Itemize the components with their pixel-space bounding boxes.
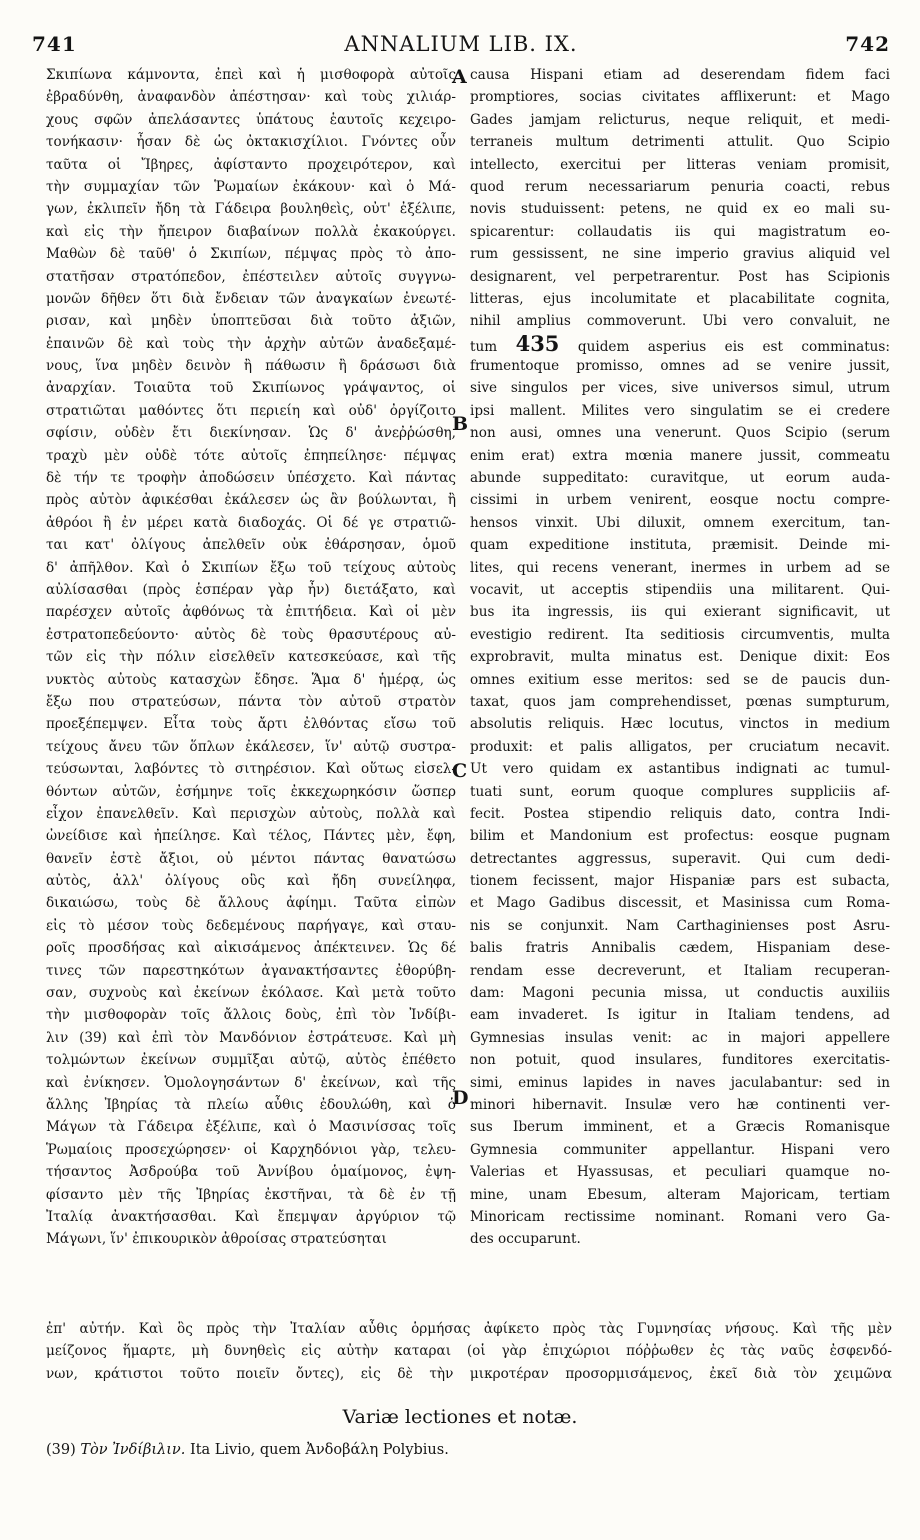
greek-line: προεξέπεμψεν. Εἶτα τοὺς ἄρτι ἐλθόντας εἴσω τοῦ <box>46 716 456 733</box>
latin-line: nis se conjunxit. Nam Carthaginienses post Asru- <box>470 917 890 934</box>
latin-line: des occuparunt. <box>470 1231 581 1248</box>
latin-line: minori hibernavit. Insulæ vero hæ continenti ver- <box>470 1096 890 1113</box>
greek-line: ἐπαινῶν δὲ καὶ τοὺς τὴν ἀρχὴν αὐτῶν ἀναδεξαμέ- <box>46 335 456 352</box>
greek-line: τήσαντος Ἀσδρούβα τοῦ Ἀννίβου ὁμαίμονος, ἐψη- <box>46 1164 456 1181</box>
greek-line: ἔξω που στρατεύσων, πάντα τὸν αὐτοῦ στρατὸν <box>46 693 456 710</box>
footnote-number: (39) <box>46 1442 76 1458</box>
latin-line: Gymnesias insulas venit: ac in majori appellere <box>470 1029 890 1046</box>
footnote <box>46 1442 449 1458</box>
greek-line: ἄλλης Ἰβηρίας τὰ πλείω αὖθις ἐδουλώθη, καὶ ὁ <box>46 1096 456 1113</box>
greek-line: τεύσωνται, λαβόντες τὸ σιτηρέσιον. Καὶ οὕτως εἰσελ- <box>46 761 456 778</box>
latin-line: non potuit, quod insulares, funditores exercitatis- <box>470 1052 890 1069</box>
latin-line: bus ita ingressis, iis qui exierant significavit, ut <box>470 604 890 621</box>
greek-line: τὴν μισθοφορὰν τοῖς ἄλλοις δοὺς, ἐπὶ τὸν Ἰνδίβι- <box>46 1007 456 1024</box>
greek-line: τῶν εἰς τὴν πόλιν εἰσελθεῖν κατεσκεύασε, καὶ τῆς <box>46 649 456 666</box>
greek-line: αὐτὸς, ἀλλ' ὀλίγους οὓς καὶ ἤδη συνείληφα, <box>46 873 456 890</box>
greek-line: θόντων αὐτῶν, ἐσήμηνε τοῖς ἐκκεχωρηκόσιν ὥσπερ <box>46 783 456 800</box>
page-header <box>32 32 890 62</box>
latin-line: novis studuissent: petens, ne quid ex eo mali su- <box>470 201 890 218</box>
greek-column <box>46 64 456 1251</box>
latin-line-text: quidem asperius eis est comminatus: <box>577 338 890 355</box>
latin-line: terraneis multum detrimenti attulit. Quo Scipio <box>470 134 890 151</box>
margin-letter-b: B <box>452 413 469 435</box>
latin-line: sus Iberum imminent, et a Græcis Romanisque <box>470 1119 890 1136</box>
latin-line: frumentoque promisso, omnes ad se venire jussit, <box>470 358 890 375</box>
greek-line: στατῆσαν στρατόπεδον, ἐπέστειλεν αὐτοῖς συγγνω- <box>46 268 456 285</box>
greek-line: νους, ἵνα μηδὲν δεινὸν ἢ πάθωσιν ἢ δράσωσι διὰ <box>46 358 456 375</box>
greek-line: δ' ἀπῆλθον. Καὶ ὁ Σκιπίων ἔξω τοῦ τείχους αὐτοὺς <box>46 559 456 576</box>
notes-heading: Variæ lectiones et notæ. <box>342 1406 578 1428</box>
footnote-text: Ita Livio, quem Ἀνδοβάλη Polybius. <box>189 1442 449 1458</box>
latin-line: non ausi, omnes una venerunt. Quos Scipio (serum <box>470 425 890 442</box>
latin-line: intellecto, exercitui per litteras veniam promisit, <box>470 156 890 173</box>
greek-line: Μαθὼν δὲ ταῦθ' ὁ Σκιπίων, πέμψας πρὸς τὸ ἀπο- <box>46 246 456 263</box>
latin-line: ipsi mallent. Milites vero singulatim se ei credere <box>470 402 890 419</box>
greek-line: χους σφῶν ἀπελάσαντες ὑπάτους ἑαυτοῖς κεχειρο- <box>46 111 456 128</box>
full-line: νων, κράτιστοι τοῦτο ποιεῖν ὄντες), εἰς δὲ τὴν μικροτέραν προσορμισάμενος, ἐκεῖ διὰ τὸν χειμῶνα <box>46 1365 892 1382</box>
latin-line: lites, qui recens venerant, inermes in urbem ad se <box>470 559 890 576</box>
greek-line: τονήκασιν· ἦσαν δὲ ὡς ὀκτακισχίλιοι. Γνόντες οὖν <box>46 134 456 151</box>
greek-line: αὐλίσασθαι (πρὸς ἑσπέραν γὰρ ἦν) διετάξατο, καὶ <box>46 581 456 598</box>
latin-line: simi, eminus lapides in naves jaculabantur: sed in <box>470 1074 890 1091</box>
greek-line: θανεῖν ἐστὲ ἄξιοι, οὐ μέντοι πάντας θανατώσω <box>46 850 456 867</box>
latin-line <box>470 333 890 355</box>
greek-line: σφίσιν, οὐδὲν ἔτι διεκίνησαν. Ὡς δ' ἀνεῤῥώσθη, <box>46 425 456 442</box>
greek-line: σαν, συχνοὺς καὶ ἐκείνων ἐκόλασε. Καὶ μετὰ τοῦτο <box>46 985 456 1002</box>
full-width-text <box>46 1318 892 1385</box>
greek-line: εἶχον ἐπανελθεῖν. Καὶ περισχὼν αὐτοὺς, πολλὰ καὶ <box>46 805 456 822</box>
latin-line: quam expeditione instituta, præmisit. Deinde mi- <box>470 537 890 554</box>
greek-line: εἰς τὸ μέσον τοὺς δεδεμένους παρήγαγε, καὶ σταυ- <box>46 917 456 934</box>
latin-line: exprobravit, multa minatus est. Denique dixit: Eos <box>470 649 890 666</box>
latin-line: promptiores, socias civitates afflixerunt: et Mago <box>470 89 890 106</box>
original-page-number: 435 <box>515 332 560 356</box>
latin-line: et Mago Gadibus discessit, et Masinissa cum Roma- <box>470 895 890 912</box>
left-page-number: 741 <box>32 32 77 56</box>
greek-line: Μάγων τὰ Γάδειρα ἐξέλιπε, καὶ ὁ Μασινίσσας τοῖς <box>46 1119 456 1136</box>
greek-line: Ἰταλίᾳ ἀνακτήσασθαι. Καὶ ἔπεμψαν ἀργύριον τῷ <box>46 1208 456 1225</box>
greek-line: Ῥωμαίοις προσεχώρησεν· οἱ Καρχηδόνιοι γὰρ, τελευ- <box>46 1141 456 1158</box>
latin-line: enim erat) extra mœnia manere jussit, commeatu <box>470 447 890 464</box>
latin-line: eam invaderet. Is igitur in Italiam tendens, ad <box>470 1007 890 1024</box>
greek-line: ταῦτα οἱ Ἴβηρες, ἀφίσταντο προχειρότερον, καὶ <box>46 156 456 173</box>
greek-line: τολμώντων ἐκείνων συμμῖξαι αὐτῷ, αὐτὸς ἐπέθετο <box>46 1052 456 1069</box>
latin-line: omnes exitium esse meritos: sed se de paucis dun- <box>470 671 890 688</box>
greek-line: ροῖς προσδήσας καὶ αἰκισάμενος ἀπέκτεινεν. Ὡς δέ <box>46 940 456 957</box>
greek-line: ἀθρόοι ἢ ἐν μέρει κατὰ διαδοχάς. Οἱ δέ γε στρατιῶ- <box>46 514 456 531</box>
latin-line: vocavit, ut acceptis stipendiis una militarent. Qui- <box>470 581 890 598</box>
latin-line: quod rerum necessariarum penuria coacti, rebus <box>470 178 890 195</box>
right-page-number: 742 <box>845 32 890 56</box>
latin-line: Valerias et Hyassusas, et peculiari quamque no- <box>470 1164 890 1181</box>
greek-line: ἀναρχίαν. Τοιαῦτα τοῦ Σκιπίωνος γράψαντος, οἱ <box>46 380 456 397</box>
latin-line: litteras, ejus incolumitate et placabilitate cognita, <box>470 290 890 307</box>
greek-line: μονῶν δῆθεν ὅτι διὰ ἔνδειαν τῶν ἀναγκαίων ἐνεωτέ- <box>46 290 456 307</box>
full-line: ἐπ' αὐτήν. Καὶ ὃς πρὸς τὴν Ἰταλίαν αὖθις ὁρμήσας ἀφίκετο πρὸς τὰς Γυμνησίας νήσους. Καὶ τῆς μὲν <box>46 1321 892 1337</box>
greek-line: ἐστρατοπεδεύοντο· αὐτὸς δὲ τοὺς θρασυτέρους αὐ- <box>46 626 456 643</box>
latin-line: taxat, quos jam comprehendisset, pœnas sumpturum, <box>470 693 890 710</box>
latin-line: nihil amplius commoverunt. Ubi vero convaluit, ne <box>470 313 890 330</box>
latin-line: produxit: et palis alligatos, per cruciatum necavit. <box>470 738 890 755</box>
latin-line: fecit. Postea stipendio reliquis dato, contra Indi- <box>470 805 890 822</box>
latin-line: rendam esse decreverunt, et Italiam recuperan- <box>470 962 890 979</box>
latin-line: Minoricam rectissime nominant. Romani vero Ga- <box>470 1208 890 1225</box>
latin-line: designarent, vel perpetrarentur. Post has Scipionis <box>470 268 890 285</box>
latin-line: hensos vinxit. Ubi diluxit, omnem exercitum, tan- <box>470 514 890 531</box>
footnote-lemma: Τὸν Ἰνδίβιλιν. <box>80 1442 186 1458</box>
margin-letter-a: A <box>452 66 467 88</box>
greek-line: φίσαντο μὲν τῆς Ἰβηρίας ἐκστῆναι, τὰ δὲ ἐν τῇ <box>46 1186 456 1203</box>
latin-tum-word: tum <box>470 338 498 355</box>
latin-line: Gades jamjam relicturus, neque reliquit, et medi- <box>470 111 890 128</box>
latin-line: spicarentur: collaudatis iis qui magistratum eo- <box>470 223 890 240</box>
latin-line: bilim et Mandonium est profectus: eosque pugnam <box>470 828 890 845</box>
latin-line: cissimi in urbem venirent, eosque noctu compre- <box>470 492 890 509</box>
greek-line: νυκτὸς αὐτοὺς κατασχὼν ἔδησε. Ἅμα δ' ἡμέρᾳ, ὡς <box>46 671 456 688</box>
latin-line: sive singulos per vices, sive universos simul, utrum <box>470 380 890 397</box>
greek-line: πρὸς αὐτὸν ἀφικέσθαι ἐκάλεσεν ὡς ἂν βούλωνται, ἢ <box>46 492 456 509</box>
latin-line: detrectantes aggressus, superavit. Qui cum dedi- <box>470 850 890 867</box>
full-line: μείζονος ἥμαρτε, μὴ δυνηθεὶς εἰς αὐτὴν καταραι (οἱ γὰρ ἐπιχώριοι πόῤῥωθεν ἐς τὰς ναῦς ἐσφενδό- <box>46 1343 892 1360</box>
greek-line: τραχὺ μὲν οὐδὲ τότε αὐτοῖς ἐπηπείλησε· πέμψας <box>46 447 456 464</box>
latin-line: dam: Magoni pecunia missa, ut conductis auxiliis <box>470 985 890 1002</box>
greek-line: ται κατ' ὀλίγους ἀπελθεῖν οὐκ ἐθάρσησαν, ὁμοῦ <box>46 537 456 554</box>
margin-letter-d: D <box>452 1087 469 1109</box>
greek-line: τινες τῶν παρεστηκότων ἀγανακτήσαντες ἐθορύβη- <box>46 962 456 979</box>
greek-line: τὴν συμμαχίαν τῶν Ῥωμαίων ἐκάκουν· καὶ ὁ Μά- <box>46 178 456 195</box>
latin-line: causa Hispani etiam ad deserendam fidem faci <box>470 67 890 83</box>
greek-line: λιν (39) καὶ ἐπὶ τὸν Μανδόνιον ἐστράτευσε. Καὶ μὴ <box>46 1029 456 1046</box>
latin-line: abunde suppeditato: curavitque, ut eorum auda- <box>470 470 890 487</box>
greek-line: δικαιώσω, τοὺς δὲ ἄλλους ἀφίημι. Ταῦτα εἰπὼν <box>46 895 456 912</box>
greek-line: γων, ἐκλιπεῖν ἤδη τὰ Γάδειρα βουληθεὶς, οὐτ' ἐξέλιπε, <box>46 201 456 218</box>
margin-letter-c: C <box>452 760 468 782</box>
greek-line: παρέσχεν αὐτοῖς ἀφθόνως τὰ ἐπιτήδεια. Καὶ οἱ μὲν <box>46 604 456 621</box>
latin-line: mine, unam Ebesum, alteram Majoricam, tertiam <box>470 1186 890 1203</box>
greek-line: ρισαν, καὶ μηδὲν ὑποπτεῦσαι διὰ τοῦτο ἀξιῶν, <box>46 313 456 330</box>
latin-line: rum gessissent, ne sine imperio gravius aliquid vel <box>470 246 890 263</box>
latin-line: tionem fecissent, major Hispaniæ pars est subacta, <box>470 873 890 890</box>
greek-line: ἐβραδύνθη, ἀναφανδὸν ἀπέστησαν· καὶ τοὺς χιλιάρ- <box>46 89 456 106</box>
latin-line: evestigio redirent. Ita seditiosis circumventis, multa <box>470 626 890 643</box>
latin-line: Ut vero quidam ex astantibus indignati ac tumul- <box>470 761 890 778</box>
greek-line: καὶ ἐνίκησεν. Ὁμολογησάντων δ' ἐκείνων, καὶ τῆς <box>46 1074 456 1091</box>
greek-line: στρατιῶται μαθόντες ὅτι περιείη καὶ οὐδ' ὀργίζοιτο <box>46 402 456 419</box>
greek-line: Σκιπίωνα κάμνοντα, ἐπεὶ καὶ ἡ μισθοφορὰ αὐτοῖς <box>46 67 456 83</box>
greek-line: Μάγωνι, ἵν' ἐπικουρικὸν ἀθροίσας στρατεύσηται <box>46 1231 387 1248</box>
greek-line: ὠνείδισε καὶ ἠπείλησε. Καὶ τέλος, Πάντες μὲν, ἔφη, <box>46 828 456 845</box>
latin-column <box>470 64 890 1251</box>
latin-line: tuati sunt, eorum quoque complures suppliciis af- <box>470 783 890 800</box>
latin-line: Gymnesia communiter appellantur. Hispani vero <box>470 1141 890 1158</box>
latin-line: balis fratris Annibalis cædem, Hispaniam dese- <box>470 940 890 957</box>
greek-line: τείχους ἄνευ τῶν ὅπλων ἐκάλεσεν, ἵν' αὐτῷ συστρα- <box>46 738 456 755</box>
greek-line: δὲ τήν τε τροφὴν ἀποδώσειν ὑπέσχετο. Καὶ πάντας <box>46 470 456 487</box>
latin-line: absolutis reliquis. Hæc locutus, vinctos in medium <box>470 716 890 733</box>
running-title: ANNALIUM LIB. IX. <box>344 32 578 56</box>
greek-line: καὶ εἰς τὴν ἤπειρον διαβαίνων πολλὰ ἐκακούργει. <box>46 223 456 240</box>
